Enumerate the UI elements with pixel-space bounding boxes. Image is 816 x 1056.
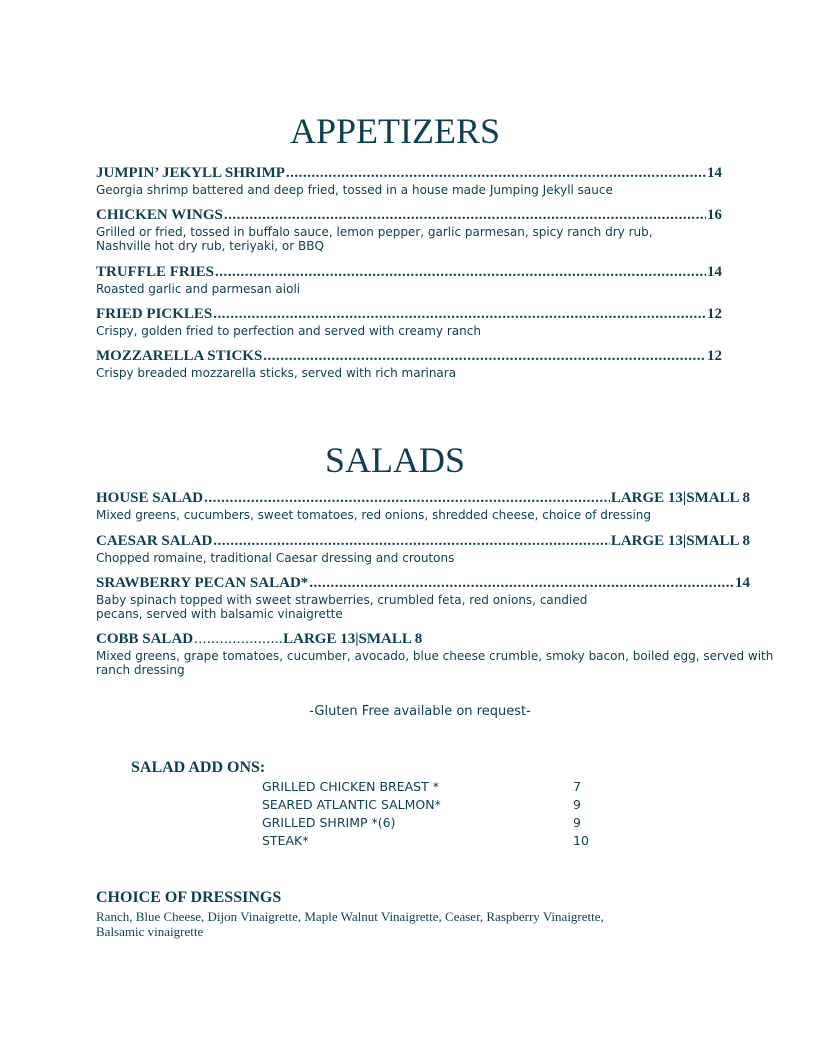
dot-leader [224,206,706,224]
item-description: Crispy, golden fried to perfection and served with creamy ranch [96,324,481,338]
item-price: 16 [707,207,722,223]
salad-add-ons-heading: SALAD ADD ONS: [131,759,266,776]
menu-item [96,347,722,380]
item-price: LARGE 13|SMALL 8 [610,533,750,549]
item-name: JUMPIN’ JEKYLL SHRIMP [96,165,285,181]
item-name: CHICKEN WINGS [96,207,223,223]
salads-heading: SALADS [324,440,466,480]
dot-leader [215,263,706,281]
menu-item [96,206,722,253]
add-on-price: 7 [573,779,581,794]
item-name: MOZZARELLA STICKS [96,348,263,364]
gluten-free-note: -Gluten Free available on request- [309,704,531,719]
add-on-price: 10 [573,833,589,848]
item-description: Georgia shrimp battered and deep fried, tossed in a house made Jumping Jekyll sauce [96,183,613,197]
menu-item [96,532,750,565]
item-price: LARGE 13|SMALL 8 [610,490,750,506]
add-on-price: 9 [573,815,581,830]
menu-item [96,263,722,296]
menu-item [96,489,750,522]
menu-item [96,305,722,338]
item-name: HOUSE SALAD [96,490,204,506]
menu-item [96,630,808,677]
item-name: CAESAR SALAD [96,533,213,549]
item-description: Mixed greens, grape tomatoes, cucumber, avocado, blue cheese crumble, smoky bacon, boiled egg, served with ranch dressing [96,649,774,677]
item-price: 14 [735,575,750,591]
item-price: LARGE 13|SMALL 8 [283,631,423,647]
item-price: 12 [707,348,722,364]
menu-item [96,164,722,197]
dressings-list: Ranch, Blue Cheese, Dijon Vinaigrette, Maple Walnut Vinaigrette, Ceaser, Raspberry Vinaigrette, Balsamic vinaigrette [96,909,604,939]
add-on-name: GRILLED SHRIMP *(6) [262,815,396,830]
dot-leader [263,347,706,365]
add-on-name: STEAK* [262,833,309,848]
item-price: 12 [707,306,722,322]
item-description: Roasted garlic and parmesan aioli [96,282,301,296]
dot-leader [309,574,734,592]
item-description: Grilled or fried, tossed in buffalo sauce, lemon pepper, garlic parmesan, spicy ranch dry rub, Nashville hot dry rub, teriyaki, or BBQ [96,225,653,253]
dot-leader [286,164,706,182]
item-description: Mixed greens, cucumbers, sweet tomatoes, red onions, shredded cheese, choice of dressing [96,508,652,522]
menu-item [96,574,750,621]
appetizers-heading: APPETIZERS [289,111,501,151]
dot-leader [204,489,610,507]
dot-leader [213,305,706,323]
item-name: COBB SALAD [96,631,194,647]
item-price: 14 [707,165,722,181]
item-name: SRAWBERRY PECAN SALAD* [96,575,309,591]
dot-leader [213,532,610,550]
item-name: TRUFFLE FRIES [96,264,214,280]
item-description: Baby spinach topped with sweet strawberries, crumbled feta, red onions, candied pecans, served with balsamic vinaigrette [96,593,588,621]
add-on-name: GRILLED CHICKEN BREAST * [262,779,439,794]
dressings-heading: CHOICE OF DRESSINGS [96,889,282,906]
item-description: Chopped romaine, traditional Caesar dressing and croutons [96,551,455,565]
item-price: 14 [707,264,722,280]
add-on-price: 9 [573,797,581,812]
item-name: FRIED PICKLES [96,306,213,322]
dot-leader [194,630,282,648]
item-description: Crispy breaded mozzarella sticks, served with rich marinara [96,366,457,380]
add-on-name: SEARED ATLANTIC SALMON* [262,797,441,812]
